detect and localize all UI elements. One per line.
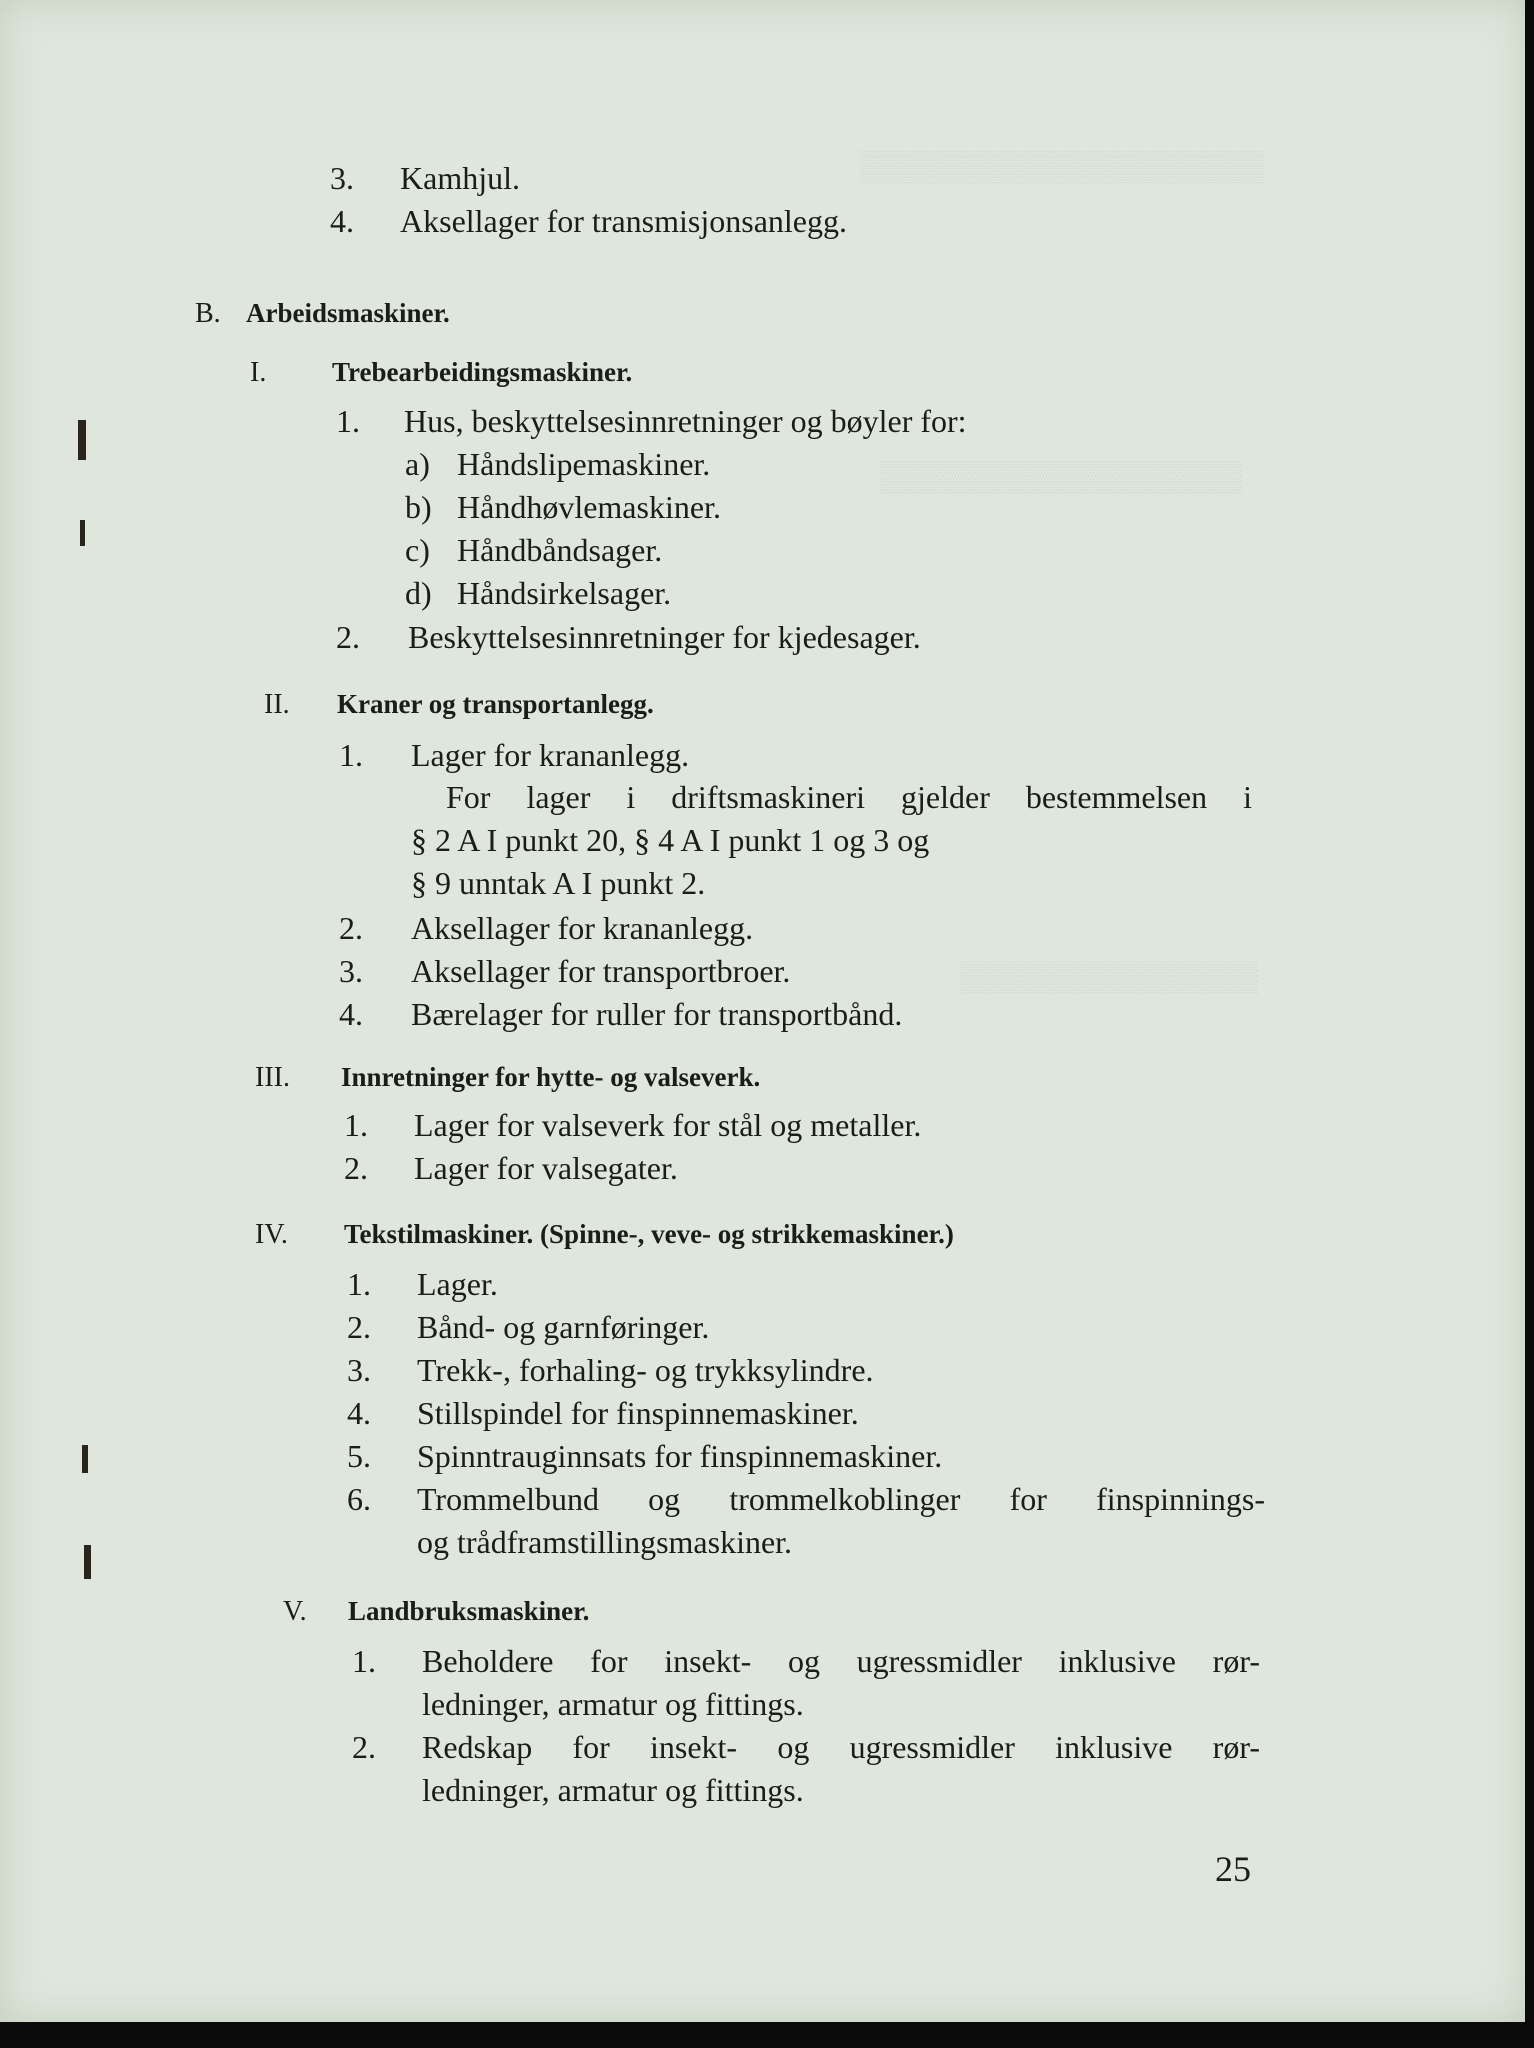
note-line: § 2 A I punkt 20, § 4 A I punkt 1 og 3 og [411,822,930,858]
margin-speck [84,1545,91,1579]
group-number: II. [264,689,290,720]
item-text: Bånd- og garnføringer. [417,1309,710,1345]
item-number: 4. [347,1395,371,1431]
item-text-continued: ledninger, armatur og fittings. [422,1686,804,1722]
item-text: Aksellager for krananlegg. [411,910,754,946]
item-text: Aksellager for transmisjonsanlegg. [400,203,847,239]
item-text-continued: ledninger, armatur og fittings. [422,1772,804,1808]
item-text: Hus, beskyttelsesinnretninger og bøyler for: [404,403,967,439]
sub-item-letter: b) [405,489,432,525]
margin-speck [82,1445,88,1473]
item-number: 5. [347,1438,371,1474]
note-line: § 9 unntak A I punkt 2. [411,865,706,901]
item-number: 2. [336,619,360,655]
group-number: IV. [255,1219,288,1250]
group-number: V. [283,1596,307,1627]
item-text: Beholdere for insekt- og ugressmidler inklusive rør- [422,1643,1260,1679]
sub-item-text: Håndbåndsager. [457,532,663,568]
item-number: 1. [339,737,363,773]
group-title: Landbruksmaskiner. [348,1596,590,1626]
bleed-through: ▒▒▒▒▒▒▒▒▒▒▒▒▒▒ [960,960,1258,993]
sub-item-letter: d) [405,575,432,611]
sub-item-letter: c) [405,532,430,568]
page-number: 25 [1215,1849,1251,1889]
item-number: 2. [352,1729,376,1765]
group-title: Tekstilmaskiner. (Spinne-, veve- og strikkemaskiner.) [344,1219,954,1249]
item-text-continued: og trådframstillingsmaskiner. [417,1524,793,1560]
item-number: 2. [339,910,363,946]
item-number: 1. [336,403,360,439]
item-text: Stillspindel for finspinnemaskiner. [417,1395,859,1431]
item-number: 2. [347,1309,371,1345]
item-text: Lager for valsegater. [414,1150,678,1186]
item-text: Kamhjul. [400,160,520,196]
item-number: 4. [339,996,363,1032]
item-text: Redskap for insekt- og ugressmidler inklusive rør- [422,1729,1260,1765]
item-number: 1. [344,1107,368,1143]
item-text: Beskyttelsesinnretninger for kjedesager. [408,619,921,655]
margin-speck [78,420,86,460]
item-number: 3. [339,953,363,989]
section-number: B. [195,298,221,329]
item-number: 3. [330,160,354,196]
item-number: 4. [330,203,354,239]
sub-item-text: Håndslipemaskiner. [457,446,711,482]
item-text: Bærelager for ruller for transportbånd. [411,996,903,1032]
group-title: Innretninger for hytte- og valseverk. [341,1062,761,1092]
group-number: III. [255,1062,290,1093]
item-text: Lager for krananlegg. [411,737,690,773]
item-text: Trommelbund og trommelkoblinger for finspinnings- [417,1481,1265,1517]
bleed-through: ▒▒▒▒▒▒▒▒▒▒▒▒▒▒▒▒▒▒▒ [860,150,1264,183]
group-number: I. [250,357,267,388]
item-text: Lager. [417,1266,498,1302]
group-title: Kraner og transportanlegg. [337,689,654,719]
sub-item-text: Håndhøvlemaskiner. [457,489,721,525]
item-number: 6. [347,1481,371,1517]
sub-item-letter: a) [405,446,430,482]
sub-item-text: Håndsirkelsager. [457,575,672,611]
bleed-through: ▒▒▒▒▒▒▒▒▒▒▒▒▒▒▒▒▒ [880,460,1242,493]
item-text: Trekk-, forhaling- og trykksylindre. [417,1352,874,1388]
item-text: Spinntrauginnsats for finspinnemaskiner. [417,1438,943,1474]
item-text: Lager for valseverk for stål og metaller. [414,1107,922,1143]
section-title: Arbeidsmaskiner. [246,298,450,328]
item-text: Aksellager for transportbroer. [411,953,791,989]
group-title: Trebearbeidingsmaskiner. [332,357,633,387]
item-number: 1. [347,1266,371,1302]
item-number: 3. [347,1352,371,1388]
item-number: 1. [352,1643,376,1679]
margin-speck [80,520,85,546]
item-number: 2. [344,1150,368,1186]
note-line: For lager i driftsmaskineri gjelder bestemmelsen i [446,779,1252,815]
